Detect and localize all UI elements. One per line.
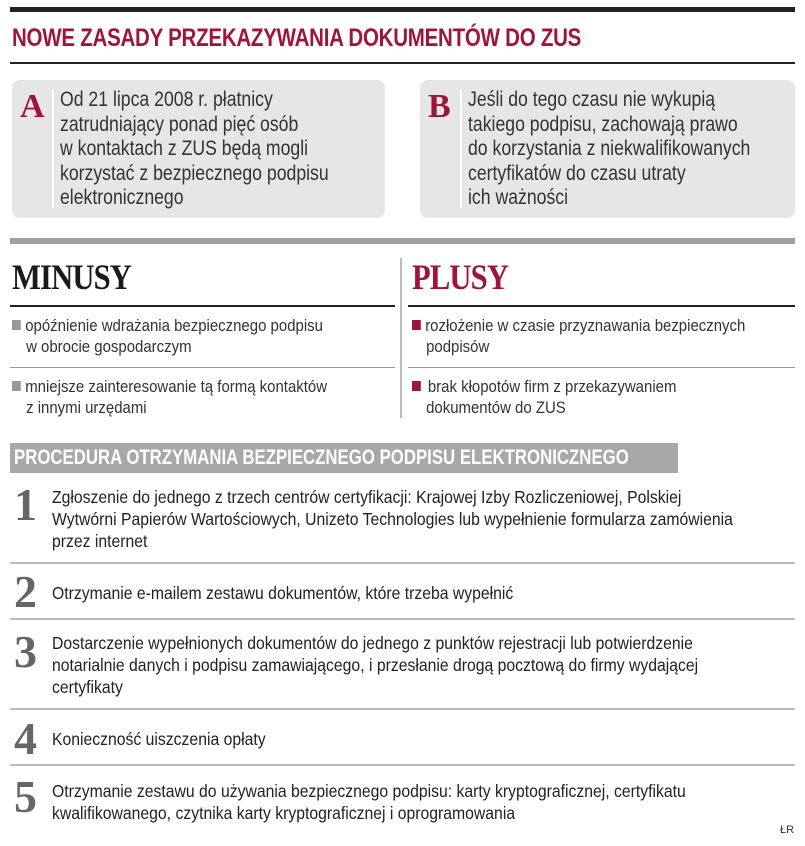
text-line: certyfikaty — [52, 677, 123, 697]
text-line: ich ważności — [468, 186, 569, 209]
top-bar — [10, 7, 795, 12]
square-bullet-icon — [12, 381, 21, 391]
step-number: 2 — [14, 566, 37, 617]
text-line: korzystać z bezpiecznego podpisu — [60, 161, 329, 185]
step-text — [52, 728, 266, 750]
divider — [10, 562, 795, 564]
divider — [10, 62, 795, 64]
divider — [408, 367, 795, 368]
text-line: do korzystania z niekwalifikowanych — [468, 137, 751, 160]
plusy-heading: PLUSY — [412, 257, 509, 297]
page-title: NOWE ZASADY PRZEKAZYWANIA DOKUMENTÓW DO ZUS — [12, 24, 582, 52]
text-line: Otrzymanie e-mailem zestawu dokumentów, które trzeba wypełnić — [52, 583, 514, 603]
step-number: 1 — [14, 479, 37, 530]
text-line: kwalifikowanego, czytnika karty kryptograficznej i oprogramowania — [52, 803, 516, 823]
box-letter: B — [428, 88, 451, 125]
text-line: z innymi urzędami — [26, 398, 147, 417]
step-number: 3 — [14, 626, 37, 677]
step-number: 4 — [14, 713, 37, 764]
text-line: dokumentów do ZUS — [426, 398, 566, 417]
text-line: mniejsze zainteresowanie tą formą kontaktów — [25, 377, 328, 396]
author-credit: ŁR — [780, 824, 795, 836]
step-text — [52, 632, 698, 698]
divider — [52, 90, 54, 208]
text-line: Wytwórni Papierów Wartościowych, Unizeto Technologies lub wypełnienie formularza zamówienia — [52, 509, 733, 529]
text-line: podpisów — [426, 337, 490, 356]
minus-item — [12, 376, 327, 418]
procedure-title: PROCEDURA OTRZYMANIA BEZPIECZNEGO PODPISU ELEKTRONICZNEGO — [14, 446, 629, 469]
text-line: Dostarczenie wypełnionych dokumentów do jednego z punktów rejestracji lub potwierdzenie — [52, 633, 693, 653]
plus-item — [412, 315, 745, 357]
column-divider — [400, 258, 402, 418]
text-line: zatrudniający ponad pięć osób — [60, 112, 299, 136]
text-line: w obrocie gospodarczym — [26, 337, 192, 356]
section-bar — [10, 238, 795, 244]
square-bullet-icon — [412, 381, 421, 391]
divider — [408, 305, 795, 307]
text-line: certyfikatów do czasu utraty — [468, 161, 686, 185]
minus-item — [12, 315, 323, 357]
step-text — [52, 582, 513, 604]
text-line: przez internet — [52, 531, 148, 551]
text-line: Jeśli do tego czasu nie wykupią — [468, 88, 716, 111]
step-text — [52, 486, 733, 552]
step-text — [52, 780, 686, 824]
text-line: brak kłopotów firm z przekazywaniem — [427, 377, 677, 396]
box-text — [468, 88, 750, 211]
box-a — [12, 80, 385, 218]
text-line: w kontaktach z ZUS będą mogli — [60, 137, 309, 160]
square-bullet-icon — [12, 320, 21, 330]
square-bullet-icon — [412, 320, 421, 330]
text-line: opóźnienie wdrażania bezpiecznego podpisu — [25, 316, 323, 335]
box-letter: A — [20, 88, 45, 125]
divider — [10, 367, 395, 368]
text-line: notarialnie danych i podpisu zamawiającego, i przesłanie drogą pocztową do firmy wydającej — [52, 655, 699, 675]
plus-item — [412, 376, 676, 418]
text-line: takiego podpisu, zachowają prawo — [468, 112, 738, 136]
divider — [460, 90, 462, 208]
divider — [10, 618, 795, 620]
box-text — [60, 88, 329, 211]
box-b — [420, 80, 795, 218]
text-line: elektronicznego — [60, 186, 184, 209]
text-line: Od 21 lipca 2008 r. płatnicy — [60, 88, 273, 111]
text-line: Konieczność uiszczenia opłaty — [52, 729, 266, 749]
divider — [10, 764, 795, 766]
minusy-heading: MINUSY — [12, 257, 132, 297]
text-line: Zgłoszenie do jednego z trzech centrów certyfikacji: Krajowej Izby Rozliczeniowej, Polskiej — [52, 487, 682, 507]
text-line: Otrzymanie zestawu do używania bezpiecznego podpisu: karty kryptograficznej, certyfikatu — [52, 781, 686, 801]
divider — [10, 708, 795, 710]
step-number: 5 — [14, 771, 37, 822]
divider — [10, 305, 395, 307]
text-line: rozłożenie w czasie przyznawania bezpiecznych — [425, 316, 746, 335]
